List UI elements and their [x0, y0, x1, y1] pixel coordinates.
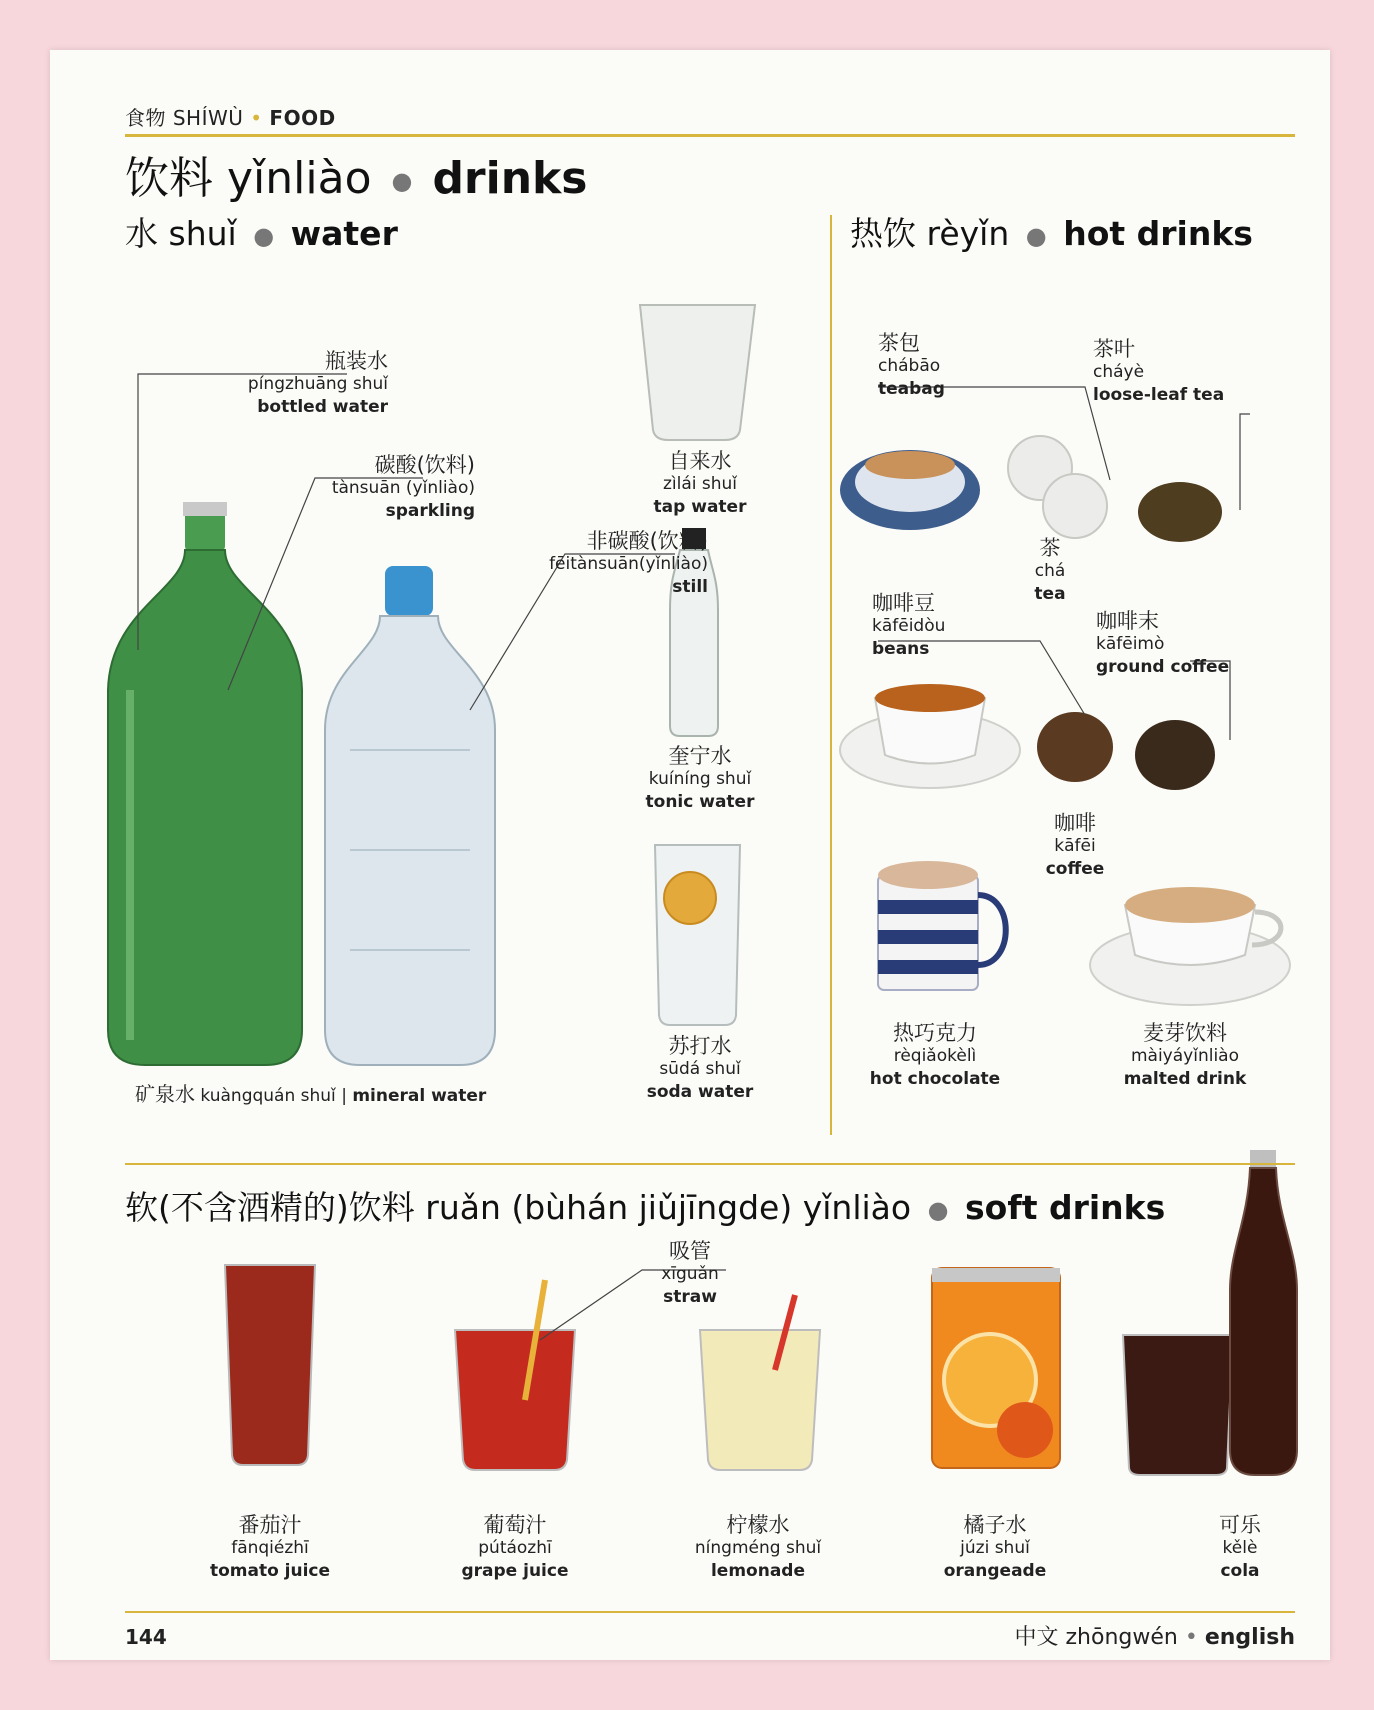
- label-pinyin: xīguǎn: [661, 1264, 719, 1284]
- header-section-pinyin: SHÍWÙ: [172, 106, 244, 130]
- label-en: sparkling: [385, 501, 475, 521]
- label-en: tea: [1034, 584, 1066, 604]
- footer-lang-pinyin: zhōngwén: [1065, 1625, 1178, 1650]
- label-teabag: [878, 332, 1018, 401]
- label-pinyin: kuíníng shuǐ: [648, 769, 752, 789]
- label-en: ground coffee: [1096, 657, 1230, 677]
- tap-water-glass-image: [640, 305, 755, 440]
- label-pinyin: màiyáyǐnliào: [1130, 1046, 1239, 1066]
- soft-heading-zh: 软(不含酒精的)饮料: [125, 1188, 415, 1227]
- hot-chocolate-mug-image: [878, 861, 1006, 990]
- label-zh: 可乐: [1219, 1513, 1261, 1537]
- soft-heading-en: soft drinks: [965, 1188, 1166, 1227]
- label-pinyin: kāfēidòu: [872, 616, 946, 636]
- label-en: soda water: [646, 1082, 754, 1102]
- label-en: orangeade: [943, 1561, 1047, 1581]
- label-pinyin: chábāo: [878, 356, 941, 376]
- label-zh: 葡萄汁: [483, 1513, 547, 1537]
- bullet-icon: ●: [927, 1195, 949, 1224]
- label-pinyin: júzi shuǐ: [960, 1538, 1030, 1558]
- label-pinyin: zìlái shuǐ: [662, 474, 738, 494]
- label-straw: [650, 1240, 730, 1309]
- label-orangeade: [920, 1514, 1070, 1583]
- label-zh: 咖啡豆: [872, 591, 935, 615]
- label-sep: |: [341, 1086, 347, 1106]
- bullet-icon: ●: [253, 221, 275, 250]
- soft-heading: [125, 1182, 1165, 1229]
- label-sparkling: [275, 454, 475, 523]
- illustrations: [50, 50, 1330, 1660]
- label-beans: [872, 592, 1012, 661]
- label-zh: 橘子水: [963, 1513, 1027, 1537]
- label-zh: 矿泉水: [135, 1082, 195, 1106]
- soda-glass-image: [655, 845, 740, 1025]
- lemonade-glass-image: [700, 1295, 820, 1470]
- label-en: tap water: [653, 497, 747, 517]
- label-zh: 茶叶: [1093, 337, 1135, 361]
- header-sep: •: [250, 106, 263, 130]
- label-zh: 柠檬水: [726, 1513, 790, 1537]
- hot-heading-pinyin: rèyǐn: [926, 214, 1010, 253]
- book-page: [50, 50, 1330, 1660]
- header-section-en: FOOD: [269, 106, 336, 130]
- label-zh: 番茄汁: [238, 1513, 302, 1537]
- title-zh: 饮料: [125, 153, 213, 204]
- label-lemonade: [678, 1514, 838, 1583]
- label-en: straw: [663, 1287, 717, 1307]
- hot-heading-en: hot drinks: [1063, 214, 1253, 253]
- label-zh: 奎宁水: [668, 744, 732, 768]
- footer-sep: •: [1184, 1625, 1198, 1650]
- label-mineral-water: [135, 1083, 595, 1108]
- loose-leaf-tea-image: [1138, 482, 1222, 542]
- label-tomato-juice: [195, 1514, 345, 1583]
- label-hot-chocolate: [860, 1022, 1010, 1091]
- label-ground-coffee: [1096, 610, 1266, 679]
- soft-drinks-rule: [125, 1163, 1295, 1165]
- label-pinyin: kāfēimò: [1096, 634, 1165, 654]
- label-pinyin: fānqiézhī: [231, 1538, 309, 1558]
- label-tap-water: [640, 450, 760, 519]
- water-heading-pinyin: shuǐ: [168, 214, 237, 253]
- label-pinyin: kāfēi: [1054, 836, 1096, 856]
- grape-juice-glass-image: [455, 1280, 575, 1470]
- bullet-icon: ●: [391, 167, 413, 195]
- header-section-zh: 食物: [125, 106, 166, 130]
- label-tonic-water: [630, 745, 770, 814]
- footer-language: [1014, 1620, 1295, 1651]
- label-loose-leaf-tea: [1093, 338, 1263, 407]
- water-heading-zh: 水: [125, 214, 158, 253]
- label-pinyin: fēitànsuān(yǐnliào): [549, 554, 708, 574]
- label-en: grape juice: [461, 1561, 569, 1581]
- hot-heading-zh: 热饮: [850, 214, 916, 253]
- label-en: lemonade: [710, 1561, 806, 1581]
- label-en: mineral water: [352, 1086, 487, 1106]
- label-en: loose-leaf tea: [1093, 385, 1225, 405]
- label-coffee: [1035, 812, 1115, 881]
- tea-cup-image: [840, 450, 980, 530]
- label-zh: 茶包: [878, 331, 920, 355]
- label-zh: 咖啡末: [1096, 609, 1159, 633]
- coffee-beans-image: [1037, 712, 1113, 782]
- cola-bottle-image: [1230, 1150, 1297, 1475]
- soft-heading-pinyin: ruǎn (bùhán jiǔjīngde) yǐnliào: [425, 1188, 912, 1227]
- title-pinyin: yǐnliào: [227, 153, 372, 204]
- green-bottle-image: [108, 502, 302, 1065]
- leader-line: [1240, 414, 1250, 510]
- label-bottled-water: [190, 350, 388, 419]
- label-zh: 碳酸(饮料): [374, 453, 475, 477]
- label-soda-water: [630, 1035, 770, 1104]
- label-zh: 麦芽饮料: [1143, 1021, 1227, 1045]
- label-en: beans: [872, 639, 930, 659]
- teabag-image: [1043, 474, 1107, 538]
- label-en: coffee: [1045, 859, 1105, 879]
- label-zh: 吸管: [669, 1239, 711, 1263]
- label-zh: 热巧克力: [893, 1021, 977, 1045]
- label-en: tonic water: [645, 792, 755, 812]
- label-zh: 咖啡: [1054, 811, 1096, 835]
- cola-glass-image: [1123, 1335, 1233, 1475]
- label-zh: 茶: [1039, 536, 1061, 560]
- footer-rule: [125, 1611, 1295, 1613]
- bullet-icon: ●: [1025, 221, 1047, 250]
- tomato-juice-glass-image: [225, 1265, 315, 1465]
- title-en: drinks: [432, 153, 588, 204]
- label-zh: 自来水: [668, 449, 732, 473]
- label-pinyin: sūdá shuǐ: [659, 1059, 741, 1079]
- label-zh: 苏打水: [668, 1034, 732, 1058]
- orangeade-can-image: [932, 1268, 1060, 1468]
- label-zh: 非碳酸(饮料): [586, 529, 708, 553]
- label-malted-drink: [1110, 1022, 1260, 1091]
- label-pinyin: kělè: [1222, 1538, 1258, 1558]
- label-en: malted drink: [1123, 1069, 1247, 1089]
- footer-lang-zh: 中文: [1014, 1625, 1059, 1650]
- label-pinyin: tànsuān (yǐnliào): [331, 478, 475, 498]
- page-number: 144: [125, 1625, 167, 1649]
- label-pinyin: cháyè: [1093, 362, 1145, 382]
- label-pinyin: níngméng shuǐ: [694, 1538, 822, 1558]
- label-pinyin: píngzhuāng shuǐ: [247, 374, 388, 394]
- label-still: [490, 530, 708, 599]
- label-pinyin: rèqiǎokèlì: [893, 1046, 977, 1066]
- label-pinyin: chá: [1034, 561, 1066, 581]
- label-tea: [1020, 537, 1080, 606]
- label-pinyin: pútáozhī: [478, 1538, 552, 1558]
- label-en: bottled water: [257, 397, 388, 417]
- label-en: cola: [1220, 1561, 1260, 1581]
- plastic-bottle-image: [325, 566, 495, 1065]
- label-en: still: [672, 577, 708, 597]
- label-en: teabag: [878, 379, 945, 399]
- footer-lang-en: english: [1204, 1625, 1295, 1650]
- water-heading-en: water: [290, 214, 398, 253]
- label-en: hot chocolate: [869, 1069, 1001, 1089]
- label-grape-juice: [440, 1514, 590, 1583]
- label-cola: [1200, 1514, 1280, 1583]
- label-zh: 瓶装水: [325, 349, 388, 373]
- label-en: tomato juice: [209, 1561, 331, 1581]
- coffee-cup-image: [840, 684, 1020, 788]
- malted-drink-cup-image: [1090, 887, 1290, 1005]
- ground-coffee-image: [1135, 720, 1215, 790]
- label-pinyin: kuàngquán shuǐ: [200, 1086, 336, 1106]
